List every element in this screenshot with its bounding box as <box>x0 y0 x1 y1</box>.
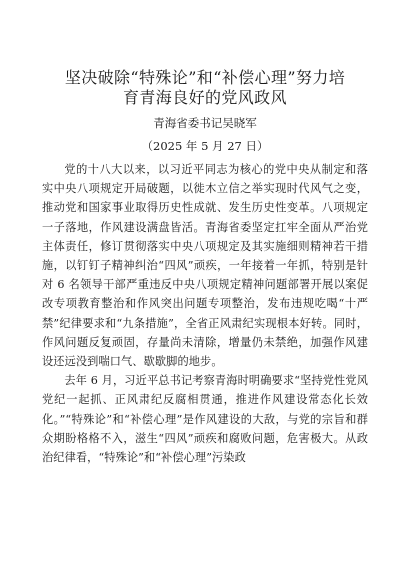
title-line-2: 育青海良好的党风政风 <box>122 88 287 107</box>
author-byline: 青海省委书记吴晓军 <box>153 116 257 130</box>
article-body <box>42 160 368 467</box>
article-title <box>42 68 368 108</box>
paragraph: 党的十八大以来，以习近平同志为核心的党中央从制定和落实中央八项规定开局破题，以徙木立信之举实现时代风气之变，推动党和国家事业取得历史性成就、发生历史性变革。八项规定一子落地，作风建设满盘皆活。青海省委坚定扛牢全面从严治党主体责任，修订贯彻落实中央八项规定及其实施细则精神若干措施，以钉钉子精神纠治“四风”顽疾，一年接着一年抓，特别是针对 6 名领导干部严重违反中央八项规定精神问题部署开展以案促改专项教育整治和作风突出问题专项整治，发布违规吃喝“十严禁”纪律要求和“九条措施”，全省正风肃纪实现根本好转。同时，作风问题反复顽固，存量尚未清除，增量仍未禁绝，加强作风建设还远没到喘口气、歇歇脚的地步。 <box>42 163 368 369</box>
publication-date: （2025 年 5 月 27 日） <box>141 139 269 153</box>
paragraph: 去年 6 月，习近平总书记考察青海时明确要求“坚持党性党风党纪一起抓、正风肃纪反腐相贯通，推进作风建设常态化长效化。”“特殊论”和“补偿心理”是作风建设的大敌，与党的宗旨和群众期盼格格不入，滋生“四风”顽疾和腐败问题，危害极大。从政治纪律看，“特殊论”和“补偿心理”污染政 <box>42 374 368 465</box>
title-line-1: 坚决破除“特殊论”和“补偿心理”努力培 <box>64 68 346 87</box>
